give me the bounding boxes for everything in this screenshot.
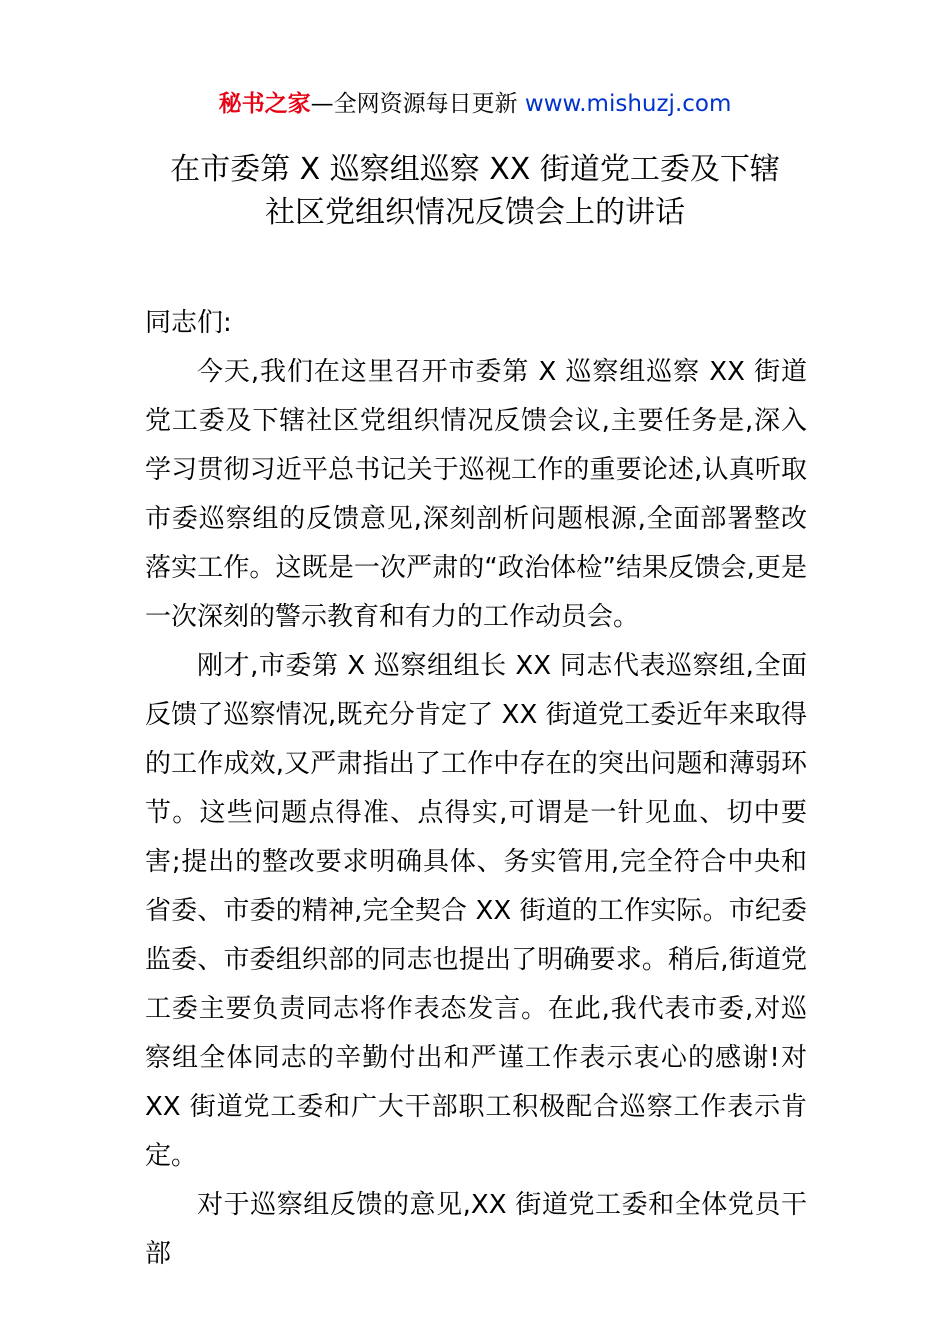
title-line-2: 社区党组织情况反馈会上的讲话 [265,195,685,230]
title-line-1: 在市委第 X 巡察组巡察 XX 街道党工委及下辖 [170,152,780,187]
document-body [145,299,807,1279]
header-slogan: —全网资源每日更新 [310,91,525,117]
paragraph-3: 对于巡察组反馈的意见,XX 街道党工委和全体党员干部 [145,1190,807,1269]
document-title [0,148,950,234]
brand-name: 秘书之家 [218,91,311,117]
site-header [0,86,950,122]
paragraph-2: 刚才,市委第 X 巡察组组长 XX 同志代表巡察组,全面反馈了巡察情况,既充分肯定了 XX 街道党工委近年来取得的工作成效,又严肃指出了工作中存在的突出问题和薄弱环节。这些问题点得准、点得实,可谓是一针见血、切中要害;提出的整改要求明确具体、务实管用,完全符合中央和省委、市委的精神,完全契合 XX 街道的工作实际。市纪委监委、市委组织部的同志也提出了明确要求。稍后,街道党工委主要负责同志将作表态发言。在此,我代表市委,对巡察组全体同志的辛勤付出和严谨工作表示衷心的感谢!对 XX 街道党工委和广大干部职工积极配合巡察工作表示肯定。 [145,651,807,1171]
site-url-link[interactable]: www.mishuzj.com [524,91,732,117]
salutation: 同志们: [145,308,232,338]
paragraph-1: 今天,我们在这里召开市委第 X 巡察组巡察 XX 街道党工委及下辖社区党组织情况反馈会议,主要任务是,深入学习贯彻习近平总书记关于巡视工作的重要论述,认真听取市委巡察组的反馈意见,深刻剖析问题根源,全面部署整改落实工作。这既是一次严肃的“政治体检”结果反馈会,更是一次深刻的警示教育和有力的工作动员会。 [145,357,807,632]
